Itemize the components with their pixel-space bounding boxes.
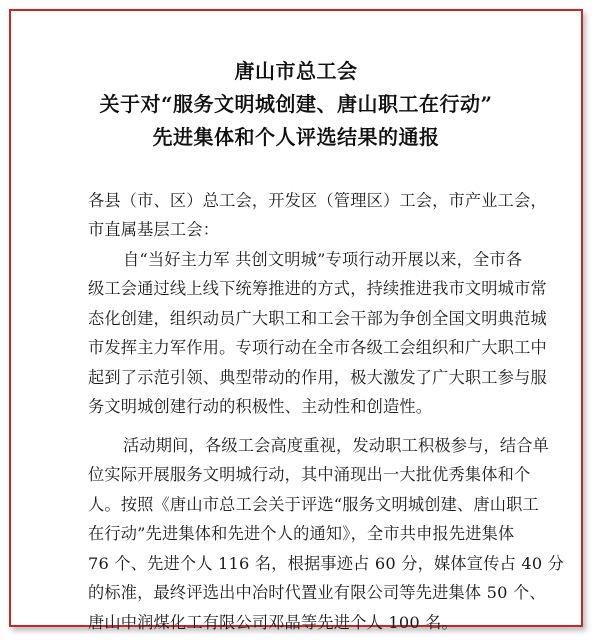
paragraph-1-line-2: 级工会通过线上线下统筹推进的方式，持续推进我市文明城市常 xyxy=(88,279,547,298)
paragraph-2-line-1: 活动期间，各级工会高度重视，发动职工积极参与，结合单 xyxy=(123,436,550,455)
paragraph-1-line-5: 起到了示范引领、典型带动的作用，极大激发了广大职工参与服 xyxy=(88,368,547,387)
paragraph-2-line-3: 人。按照《唐山市总工会关于评选“服务文明城创建、唐山职工 xyxy=(88,495,539,514)
document-frame xyxy=(9,9,583,632)
paragraph-1-line-1: 自“当好主力军 共创文明城”专项行动开展以来，全市各 xyxy=(123,250,523,269)
issuer-title: 唐山市总工会 xyxy=(234,59,358,83)
paragraph-1-line-4: 市发挥主力军作用。专项行动在全市各级工会组织和广大职工中 xyxy=(88,338,547,357)
paragraph-2-line-5: 76 个、先进个人 116 名，根据事迹占 60 分，媒体宣传占 40 分 xyxy=(88,554,565,573)
addressee-line-1: 各县（市、区）总工会，开发区（管理区）工会，市产业工会， xyxy=(88,191,547,210)
paragraph-2-line-7: 唐山中润煤化工有限公司邓晶等先进个人 100 名。 xyxy=(88,613,458,632)
notice-title-line-2: 先进集体和个人评选结果的通报 xyxy=(152,125,440,149)
paragraph-1-line-3: 态化创建，组织动员广大职工和工会干部为争创全国文明典范城 xyxy=(88,309,547,328)
paragraph-2-line-6: 的标准，最终评选出中冶时代置业有限公司等先进集体 50 个、 xyxy=(88,583,546,602)
addressee-line-2: 市直属基层工会： xyxy=(88,220,220,239)
paragraph-2-line-2: 位实际开展服务文明城行动，其中涌现出一大批优秀集体和个 xyxy=(88,465,531,484)
notice-title-line-1: 关于对“服务文明城创建、唐山职工在行动” xyxy=(99,92,493,116)
paragraph-2-line-4: 在行动”先进集体和先进个人的通知》，全市共申报先进集体 xyxy=(88,524,515,543)
paragraph-1-line-6: 务文明城创建行动的积极性、主动性和创造性。 xyxy=(88,397,433,416)
